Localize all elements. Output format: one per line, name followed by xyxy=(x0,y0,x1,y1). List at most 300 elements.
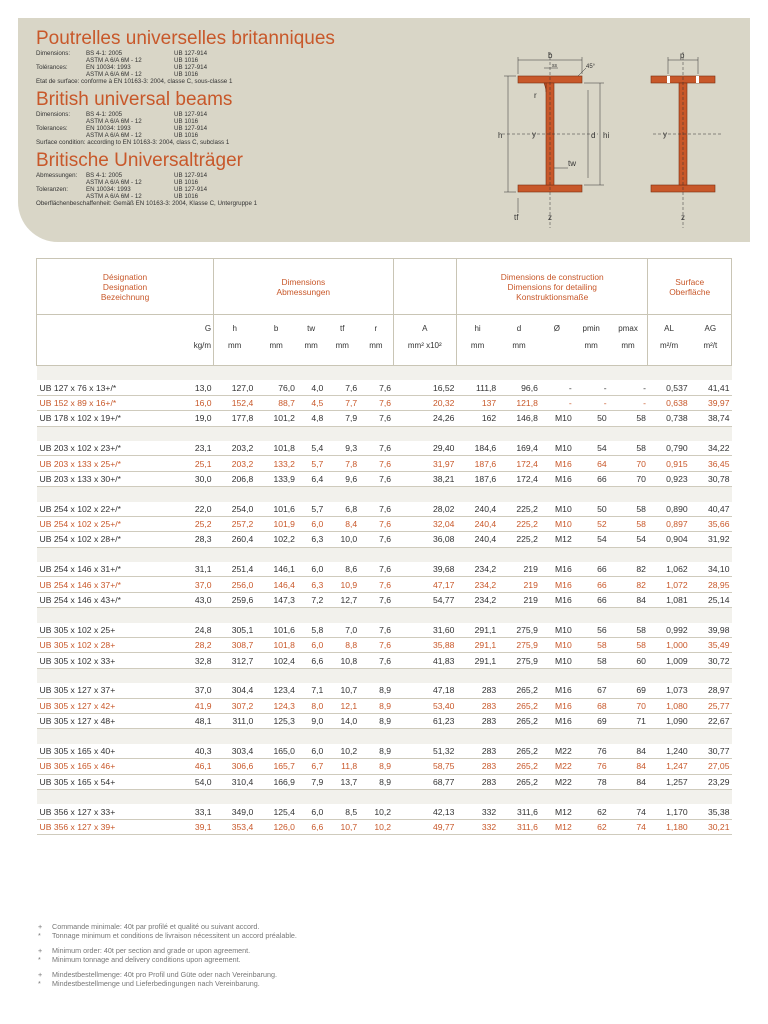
value-cell: 283 xyxy=(456,774,498,789)
value-cell: 312,7 xyxy=(214,653,256,668)
table-row xyxy=(37,638,732,653)
symbol-cell: hi xyxy=(474,323,481,333)
value-cell: 66 xyxy=(574,562,609,577)
designation-cell: UB 305 x 165 x 46+ xyxy=(37,759,178,774)
value-cell: 28,97 xyxy=(690,683,732,698)
value-cell: 58 xyxy=(574,653,609,668)
footnote-line xyxy=(38,979,297,988)
value-cell: 32,8 xyxy=(178,653,214,668)
value-cell: 9,0 xyxy=(297,713,325,728)
designation-cell: UB 356 x 127 x 39+ xyxy=(37,819,178,834)
value-cell: 133,2 xyxy=(255,456,297,471)
footnote-symbol: * xyxy=(38,931,41,940)
value-cell: 8,9 xyxy=(359,698,393,713)
value-cell: 10,8 xyxy=(325,653,359,668)
value-cell: 56 xyxy=(574,623,609,638)
section-title: Britische Universalträger xyxy=(36,150,243,171)
value-cell: - xyxy=(540,395,574,410)
section-title: British universal beams xyxy=(36,89,233,110)
value-cell: 71 xyxy=(609,713,648,728)
value-cell: 61,23 xyxy=(393,713,456,728)
value-cell: 5,8 xyxy=(297,623,325,638)
value-cell: 165,0 xyxy=(255,744,297,759)
value-cell: 62 xyxy=(574,804,609,819)
spec-standard: ASTM A 6/A 6M - 12 xyxy=(86,118,142,125)
spec-label: Toleranzen: xyxy=(36,186,68,193)
value-cell: 6,0 xyxy=(297,516,325,531)
value-cell: 0,923 xyxy=(648,471,690,486)
value-cell: 7,6 xyxy=(359,532,393,547)
footnote-symbol: * xyxy=(38,955,41,964)
value-cell: 256,0 xyxy=(214,577,256,592)
designation-cell: UB 305 x 165 x 54+ xyxy=(37,774,178,789)
value-cell: 68,77 xyxy=(393,774,456,789)
table-row xyxy=(37,819,732,834)
footnote-text: Commande minimale: 40t par profilé et qualité ou suivant accord. xyxy=(52,922,260,931)
value-cell: 304,4 xyxy=(214,683,256,698)
value-cell: 35,38 xyxy=(690,804,732,819)
value-cell: 8,9 xyxy=(359,744,393,759)
footnote-line xyxy=(38,946,297,955)
value-cell: 13,0 xyxy=(178,380,214,395)
value-cell: 251,4 xyxy=(214,562,256,577)
designation-cell: UB 254 x 146 x 37+/* xyxy=(37,577,178,592)
value-cell: 84 xyxy=(609,774,648,789)
value-cell: 8,6 xyxy=(325,562,359,577)
value-cell: 305,1 xyxy=(214,623,256,638)
spec-range: UB 127-914 xyxy=(174,125,208,132)
spec-line xyxy=(36,172,496,179)
table-row xyxy=(37,592,732,607)
spec-label: Abmessungen: xyxy=(36,172,78,179)
value-cell: 137 xyxy=(456,395,498,410)
spec-line xyxy=(36,132,496,139)
value-cell: 0,537 xyxy=(648,380,690,395)
designation-cell: UB 305 x 127 x 48+ xyxy=(37,713,178,728)
header-surface xyxy=(648,259,732,315)
spec-line xyxy=(36,111,496,118)
value-cell: 1,090 xyxy=(648,713,690,728)
value-cell: 53,40 xyxy=(393,698,456,713)
value-cell: 25,14 xyxy=(690,592,732,607)
value-cell: 265,2 xyxy=(498,683,540,698)
value-cell: 127,0 xyxy=(214,380,256,395)
header-line: Dimensions de construction xyxy=(500,271,604,282)
header-line: Konstruktionsmaße xyxy=(516,291,589,302)
header-line: Dimensions xyxy=(281,276,326,287)
value-cell: 311,6 xyxy=(498,804,540,819)
header-line: Désignation xyxy=(102,271,148,282)
value-cell: 66 xyxy=(574,577,609,592)
value-cell: 58 xyxy=(609,623,648,638)
spec-range: UB 1016 xyxy=(174,179,199,186)
header-line: Bezeichnung xyxy=(100,291,150,302)
value-cell: 7,6 xyxy=(359,592,393,607)
value-cell: 7,0 xyxy=(325,623,359,638)
value-cell: 58 xyxy=(609,638,648,653)
header-line: Abmessungen xyxy=(276,286,331,297)
value-cell: 101,6 xyxy=(255,623,297,638)
value-cell: 240,4 xyxy=(456,516,498,531)
spec-range: UB 127-914 xyxy=(174,172,208,179)
unit-cell: mm xyxy=(574,341,609,366)
value-cell: 30,78 xyxy=(690,471,732,486)
value-cell: M12 xyxy=(540,804,574,819)
value-cell: 172,4 xyxy=(498,456,540,471)
header-line: Dimensions for detailing xyxy=(507,281,597,292)
label-y: y xyxy=(532,130,536,139)
value-cell: 31,1 xyxy=(178,562,214,577)
value-cell: 0,992 xyxy=(648,623,690,638)
header-text xyxy=(36,28,496,207)
value-cell: 1,257 xyxy=(648,774,690,789)
group-spacer xyxy=(37,487,732,502)
designation-cell: UB 254 x 102 x 22+/* xyxy=(37,502,178,517)
value-cell: 82 xyxy=(609,562,648,577)
value-cell: 25,2 xyxy=(178,516,214,531)
header-line: Oberfläche xyxy=(669,286,711,297)
label-hi: hi xyxy=(603,131,610,140)
value-cell: 23,29 xyxy=(690,774,732,789)
value-cell: 7,6 xyxy=(359,395,393,410)
value-cell: 0,904 xyxy=(648,532,690,547)
value-cell: 0,897 xyxy=(648,516,690,531)
value-cell: 147,3 xyxy=(255,592,297,607)
value-cell: 1,240 xyxy=(648,744,690,759)
value-cell: 169,4 xyxy=(498,441,540,456)
spec-standard: EN 10034: 1993 xyxy=(86,186,131,193)
designation-cell: UB 254 x 102 x 28+/* xyxy=(37,532,178,547)
value-cell: 36,08 xyxy=(393,532,456,547)
value-cell: 7,6 xyxy=(359,562,393,577)
value-cell: - xyxy=(609,380,648,395)
value-cell: 16,52 xyxy=(393,380,456,395)
value-cell: 70 xyxy=(609,456,648,471)
header-detailing xyxy=(456,259,647,315)
spec-label: Dimensions: xyxy=(36,111,71,118)
value-cell: 27,05 xyxy=(690,759,732,774)
symbol-row xyxy=(37,315,732,342)
value-cell: 7,6 xyxy=(359,471,393,486)
value-cell: 7,6 xyxy=(359,516,393,531)
value-cell: - xyxy=(574,380,609,395)
value-cell: 225,2 xyxy=(498,532,540,547)
table-row xyxy=(37,441,732,456)
value-cell: 101,6 xyxy=(255,502,297,517)
value-cell: 7,1 xyxy=(297,683,325,698)
value-cell: 7,2 xyxy=(297,592,325,607)
value-cell: 43,0 xyxy=(178,592,214,607)
value-cell: M10 xyxy=(540,623,574,638)
label-d: d xyxy=(591,131,596,140)
table-row xyxy=(37,623,732,638)
value-cell: 34,10 xyxy=(690,562,732,577)
value-cell: 275,9 xyxy=(498,638,540,653)
value-cell: 66 xyxy=(574,592,609,607)
unit-cell: mm xyxy=(214,341,256,366)
value-cell: 4,8 xyxy=(297,411,325,426)
value-cell: 8,9 xyxy=(359,713,393,728)
footnote-text: Minimum tonnage and delivery conditions upon agreement. xyxy=(52,955,241,964)
value-cell: 203,2 xyxy=(214,441,256,456)
symbol-cell: tw xyxy=(307,323,316,333)
symbol-cell: AG xyxy=(690,315,732,342)
value-cell: 31,97 xyxy=(393,456,456,471)
spacer-cell xyxy=(37,668,732,683)
value-cell: 240,4 xyxy=(456,502,498,517)
value-cell: 187,6 xyxy=(456,456,498,471)
label-p: p xyxy=(680,51,685,60)
value-cell: 8,9 xyxy=(359,759,393,774)
value-cell: M16 xyxy=(540,456,574,471)
value-cell: 7,7 xyxy=(325,395,359,410)
designation-cell: UB 254 x 146 x 43+/* xyxy=(37,592,178,607)
value-cell: 184,6 xyxy=(456,441,498,456)
value-cell: 88,7 xyxy=(255,395,297,410)
value-cell: 265,2 xyxy=(498,759,540,774)
spacer-cell xyxy=(37,789,732,804)
value-cell: 7,6 xyxy=(359,411,393,426)
spec-range: UB 1016 xyxy=(174,71,199,78)
value-cell: 165,7 xyxy=(255,759,297,774)
value-cell: 275,9 xyxy=(498,623,540,638)
value-cell: - xyxy=(609,395,648,410)
symbol-cell: AL xyxy=(664,323,674,333)
value-cell: 31,60 xyxy=(393,623,456,638)
value-cell: 9,6 xyxy=(325,471,359,486)
value-cell: 70 xyxy=(609,698,648,713)
value-cell: 7,6 xyxy=(359,380,393,395)
spec-line xyxy=(36,78,496,85)
value-cell: 28,95 xyxy=(690,577,732,592)
value-cell: 146,1 xyxy=(255,562,297,577)
value-cell: 283 xyxy=(456,713,498,728)
spec-range: UB 1016 xyxy=(174,132,199,139)
group-spacer xyxy=(37,426,732,441)
spec-range: UB 127-914 xyxy=(174,111,208,118)
footnote-text: Mindestbestellmenge: 40t pro Profil und Güte oder nach Vereinbarung. xyxy=(52,970,277,979)
value-cell: 35,66 xyxy=(690,516,732,531)
label-r: r xyxy=(534,91,537,100)
value-cell: 76,0 xyxy=(255,380,297,395)
symbol-cell: tf xyxy=(340,323,345,333)
value-cell: 68 xyxy=(574,698,609,713)
value-cell: 349,0 xyxy=(214,804,256,819)
value-cell: 84 xyxy=(609,592,648,607)
spacer-cell xyxy=(37,426,732,441)
spec-range: UB 127-914 xyxy=(174,186,208,193)
value-cell: 41,41 xyxy=(690,380,732,395)
value-cell: M12 xyxy=(540,532,574,547)
value-cell: 10,2 xyxy=(325,744,359,759)
value-cell: 48,1 xyxy=(178,713,214,728)
table-row xyxy=(37,516,732,531)
value-cell: 51,32 xyxy=(393,744,456,759)
value-cell: 24,8 xyxy=(178,623,214,638)
value-cell: 34,22 xyxy=(690,441,732,456)
value-cell: 6,0 xyxy=(297,744,325,759)
value-cell: 25,1 xyxy=(178,456,214,471)
footnote-symbol: + xyxy=(38,922,43,931)
value-cell: 7,6 xyxy=(359,638,393,653)
unit-cell: mm xyxy=(456,341,498,366)
value-cell: 50 xyxy=(574,411,609,426)
value-cell: 60 xyxy=(609,653,648,668)
table-row xyxy=(37,411,732,426)
value-cell: 4,5 xyxy=(297,395,325,410)
value-cell: 1,062 xyxy=(648,562,690,577)
spec-standard: BS 4-1: 2005 xyxy=(86,172,123,179)
designation-cell: UB 254 x 146 x 31+/* xyxy=(37,562,178,577)
footnote-symbol: + xyxy=(38,970,43,979)
value-cell: 206,8 xyxy=(214,471,256,486)
value-cell: 0,738 xyxy=(648,411,690,426)
label-b: b xyxy=(548,51,553,60)
value-cell: 23,1 xyxy=(178,441,214,456)
header-designation xyxy=(37,259,214,315)
value-cell: 38,21 xyxy=(393,471,456,486)
table-row xyxy=(37,713,732,728)
value-cell: M10 xyxy=(540,516,574,531)
beam-table xyxy=(36,258,732,835)
designation-cell: UB 356 x 127 x 33+ xyxy=(37,804,178,819)
value-cell: 177,8 xyxy=(214,411,256,426)
value-cell: 84 xyxy=(609,759,648,774)
value-cell: 69 xyxy=(609,683,648,698)
value-cell: 35,49 xyxy=(690,638,732,653)
spec-standard: BS 4-1: 2005 xyxy=(86,50,123,57)
footnote-line xyxy=(38,955,297,964)
value-cell: 102,4 xyxy=(255,653,297,668)
value-cell: 47,17 xyxy=(393,577,456,592)
value-cell: 64 xyxy=(574,456,609,471)
value-cell: 306,6 xyxy=(214,759,256,774)
value-cell: 38,74 xyxy=(690,411,732,426)
spec-label: Tolérances: xyxy=(36,64,68,71)
value-cell: 30,72 xyxy=(690,653,732,668)
value-cell: 29,40 xyxy=(393,441,456,456)
value-cell: 5,4 xyxy=(297,441,325,456)
value-cell: 311,6 xyxy=(498,819,540,834)
value-cell: 332 xyxy=(456,819,498,834)
designation-cell: UB 305 x 102 x 25+ xyxy=(37,623,178,638)
value-cell: 20,32 xyxy=(393,395,456,410)
beam-cross-section-diagram xyxy=(488,48,628,238)
value-cell: 7,9 xyxy=(297,774,325,789)
spec-text: Etat de surface: conforme à EN 10163-3: 2004, classe C, sous-classe 1 xyxy=(36,78,233,85)
symbol-cell-empty xyxy=(37,315,178,342)
value-cell: M16 xyxy=(540,471,574,486)
value-cell: 102,2 xyxy=(255,532,297,547)
value-cell: 203,2 xyxy=(214,456,256,471)
value-cell: 25,77 xyxy=(690,698,732,713)
unit-cell: mm xyxy=(359,341,393,366)
value-cell: 265,2 xyxy=(498,713,540,728)
value-cell: 54,77 xyxy=(393,592,456,607)
table-row xyxy=(37,774,732,789)
value-cell: 10,9 xyxy=(325,577,359,592)
value-cell: 82 xyxy=(609,577,648,592)
value-cell: 283 xyxy=(456,698,498,713)
value-cell: 8,0 xyxy=(297,698,325,713)
value-cell: 58 xyxy=(609,441,648,456)
footnote-line xyxy=(38,922,297,931)
table-row xyxy=(37,471,732,486)
label-tf: tf xyxy=(514,213,519,222)
value-cell: 124,3 xyxy=(255,698,297,713)
label-y2: y xyxy=(663,130,667,139)
value-cell: M10 xyxy=(540,653,574,668)
value-cell: 16,0 xyxy=(178,395,214,410)
value-cell: M10 xyxy=(540,441,574,456)
spec-line xyxy=(36,193,496,200)
value-cell: 121,8 xyxy=(498,395,540,410)
value-cell: 46,1 xyxy=(178,759,214,774)
designation-cell: UB 152 x 89 x 16+/* xyxy=(37,395,178,410)
designation-cell: UB 127 x 76 x 13+/* xyxy=(37,380,178,395)
spec-standard: ASTM A 6/A 6M - 12 xyxy=(86,132,142,139)
value-cell: 22,67 xyxy=(690,713,732,728)
value-cell: 40,3 xyxy=(178,744,214,759)
spec-line xyxy=(36,139,496,146)
value-cell: 291,1 xyxy=(456,623,498,638)
symbol-cell: b xyxy=(273,323,279,333)
value-cell: 74 xyxy=(609,819,648,834)
value-cell: 265,2 xyxy=(498,774,540,789)
footnote-group xyxy=(38,922,297,940)
value-cell: 0,790 xyxy=(648,441,690,456)
value-cell: 6,3 xyxy=(297,532,325,547)
table-row xyxy=(37,456,732,471)
spec-range: UB 1016 xyxy=(174,57,199,64)
value-cell: 9,3 xyxy=(325,441,359,456)
value-cell: 1,072 xyxy=(648,577,690,592)
value-cell: 240,4 xyxy=(456,532,498,547)
designation-cell: UB 203 x 102 x 23+/* xyxy=(37,441,178,456)
value-cell: 22,0 xyxy=(178,502,214,517)
spec-range: UB 127-914 xyxy=(174,50,208,57)
value-cell: 24,26 xyxy=(393,411,456,426)
unit-cell: mm xyxy=(325,341,359,366)
value-cell: 58 xyxy=(609,411,648,426)
table-row xyxy=(37,577,732,592)
spec-range: UB 127-914 xyxy=(174,64,208,71)
value-cell: 76 xyxy=(574,759,609,774)
value-cell: 52 xyxy=(574,516,609,531)
value-cell: 234,2 xyxy=(456,577,498,592)
symbol-cell: r xyxy=(359,315,393,342)
unit-row xyxy=(37,341,732,366)
value-cell: 101,2 xyxy=(255,411,297,426)
value-cell: 353,4 xyxy=(214,819,256,834)
value-cell: 10,7 xyxy=(325,683,359,698)
designation-cell: UB 305 x 102 x 28+ xyxy=(37,638,178,653)
value-cell: 54 xyxy=(574,441,609,456)
value-cell: 30,21 xyxy=(690,819,732,834)
unit-cell: kg/m xyxy=(178,341,214,366)
value-cell: 41,83 xyxy=(393,653,456,668)
spec-line xyxy=(36,64,496,71)
unit-cell-empty xyxy=(37,341,178,366)
table-row xyxy=(37,744,732,759)
unit-cell: mm xyxy=(255,341,297,366)
value-cell: M16 xyxy=(540,592,574,607)
header-area xyxy=(393,259,456,315)
spec-line xyxy=(36,50,496,57)
footnotes xyxy=(38,922,297,994)
spec-label: Dimensions: xyxy=(36,50,71,57)
value-cell: 125,3 xyxy=(255,713,297,728)
